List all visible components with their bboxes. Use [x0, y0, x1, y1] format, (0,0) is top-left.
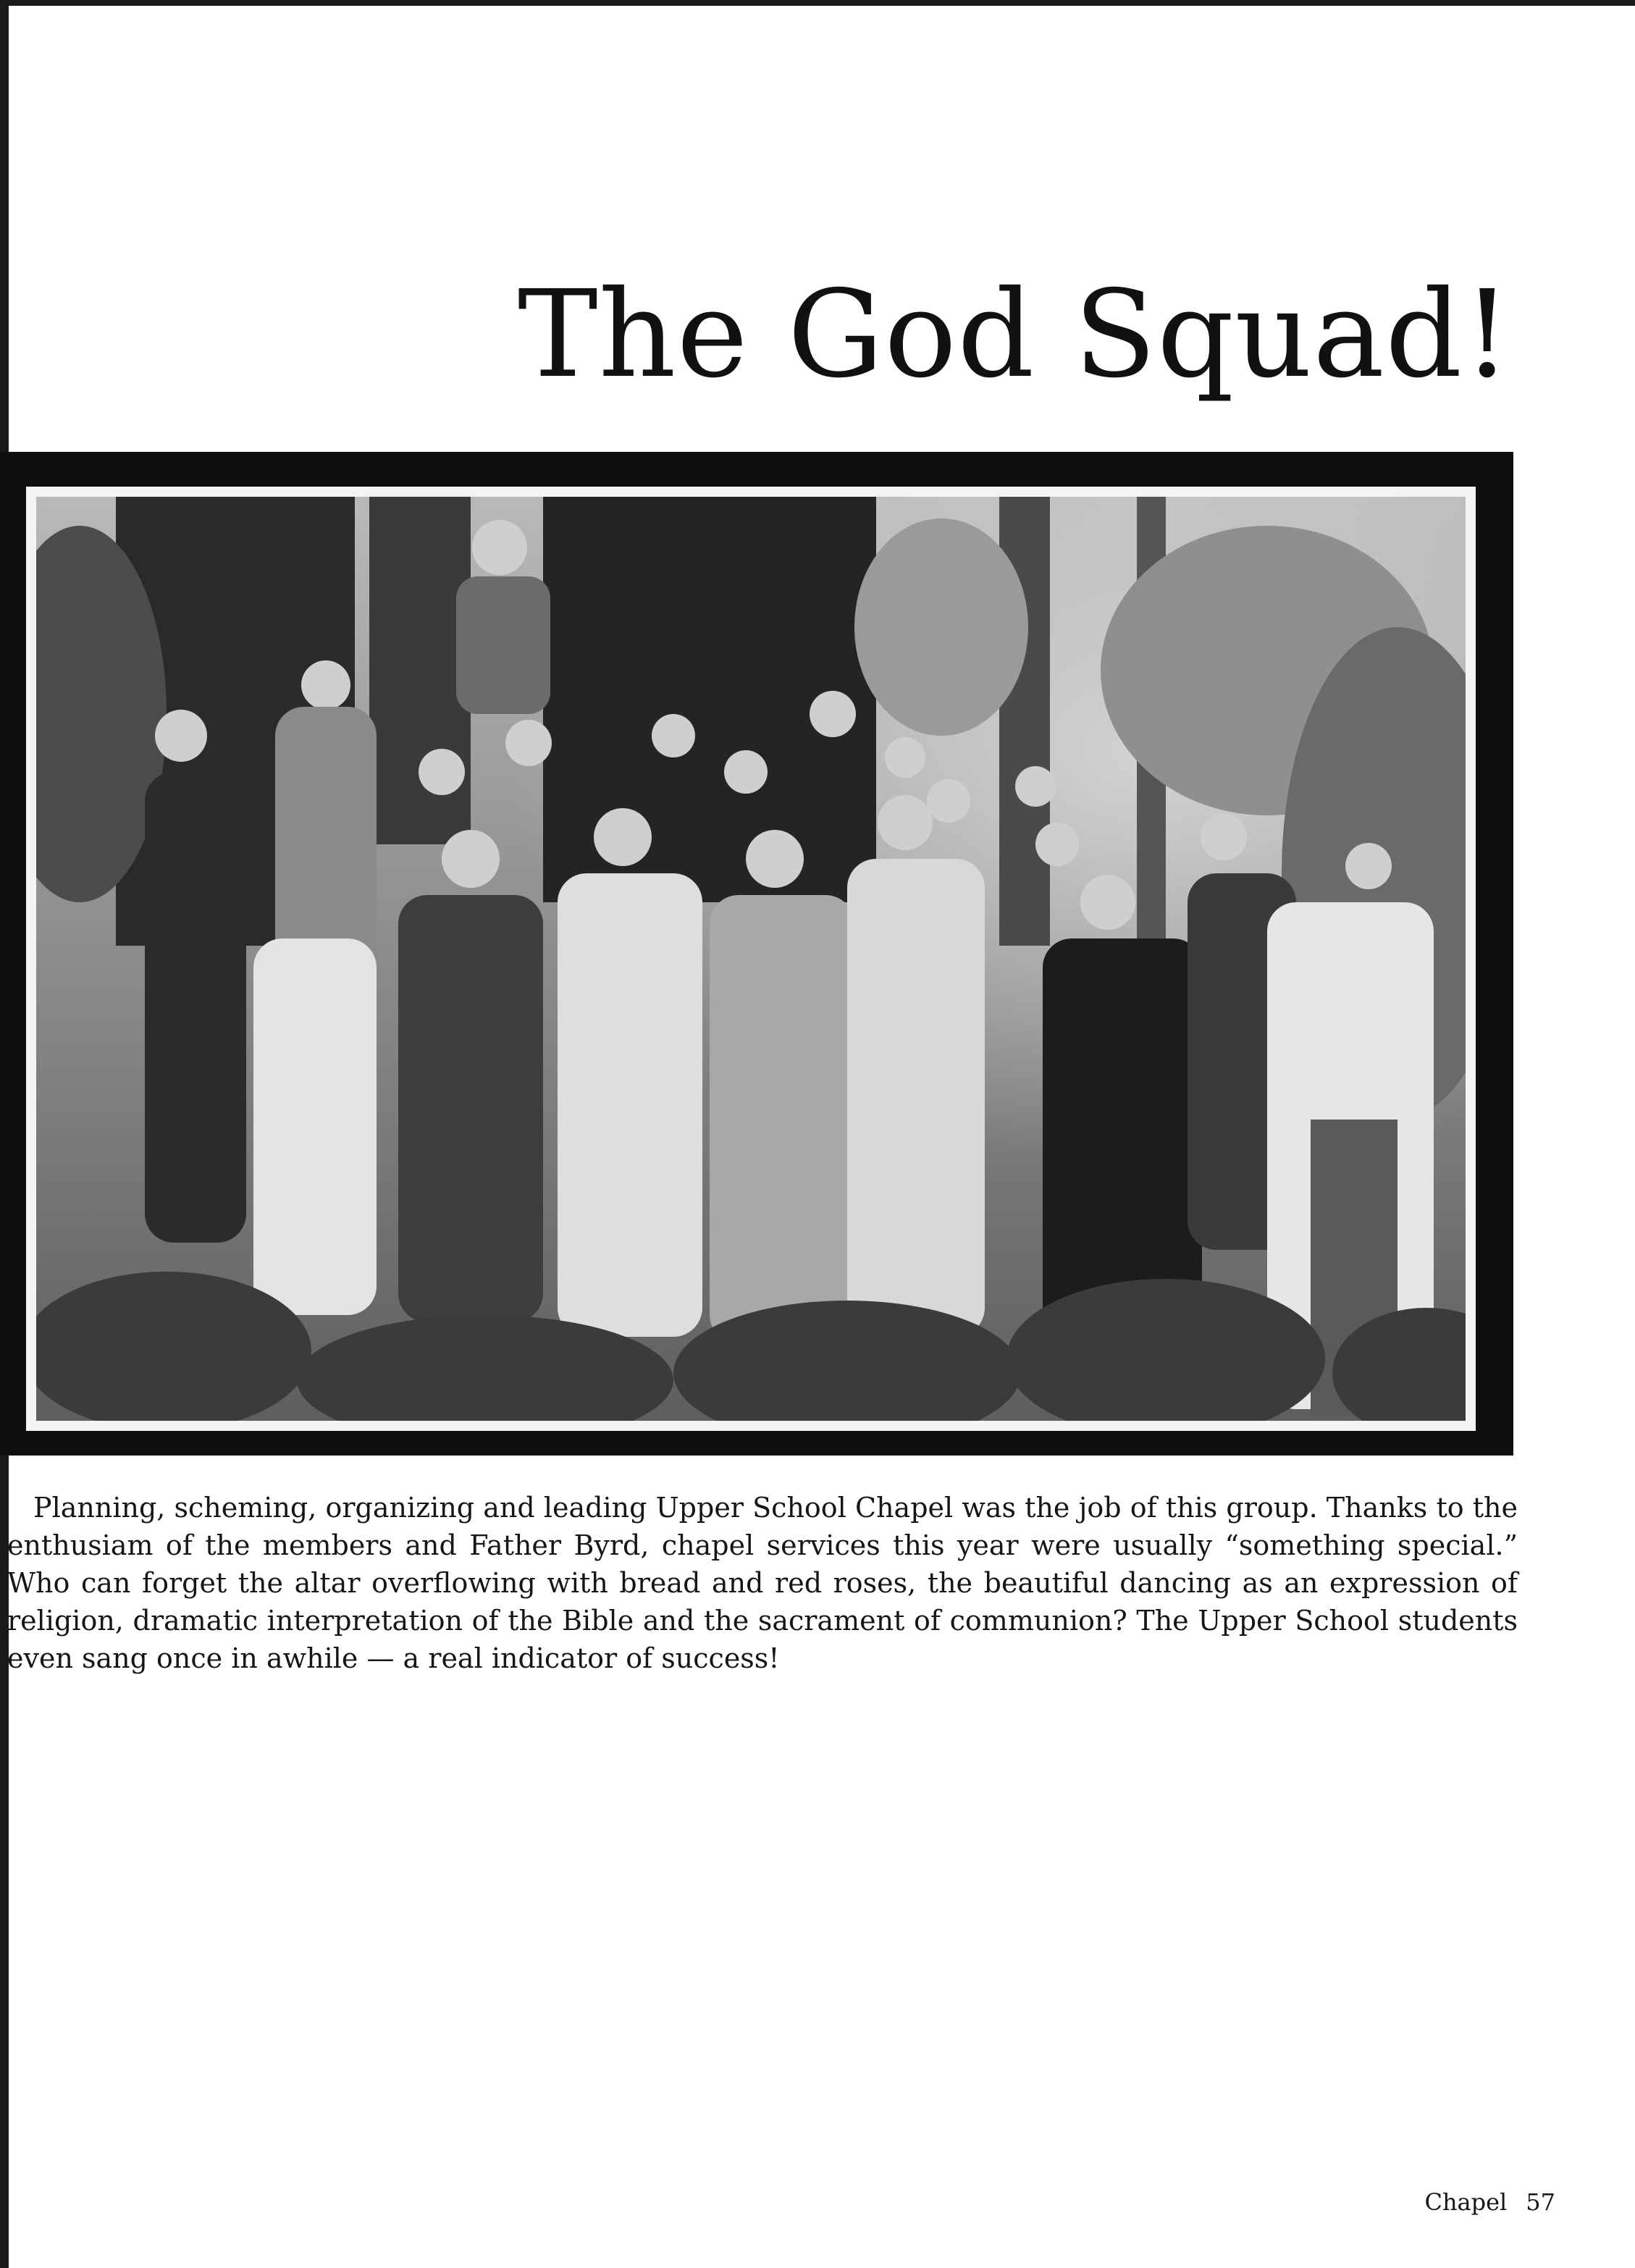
photo-frame — [0, 452, 1513, 1456]
section-name: Chapel — [1424, 2188, 1508, 2216]
photo-mat — [26, 487, 1476, 1431]
photo-caption: Planning, scheming, organizing and leading Upper School Chapel was the job of this group. Thanks to the enthusiam of the members and Father Byrd, chapel services this year were usually “something special.” Who can forget the altar overflowing with bread and red roses, the beautiful dancing as an expression of religion, dramatic interpretation of the Bible and the sacrament of communion? The Upper School students even sang once in awhile — a real indicator of success! — [7, 1492, 1518, 1674]
page-number: 57 — [1526, 2188, 1555, 2216]
scan-edge-top — [0, 0, 1635, 6]
page-footer — [1424, 2188, 1555, 2216]
page-title: The God Squad! — [517, 265, 1512, 405]
group-photo — [36, 497, 1466, 1421]
